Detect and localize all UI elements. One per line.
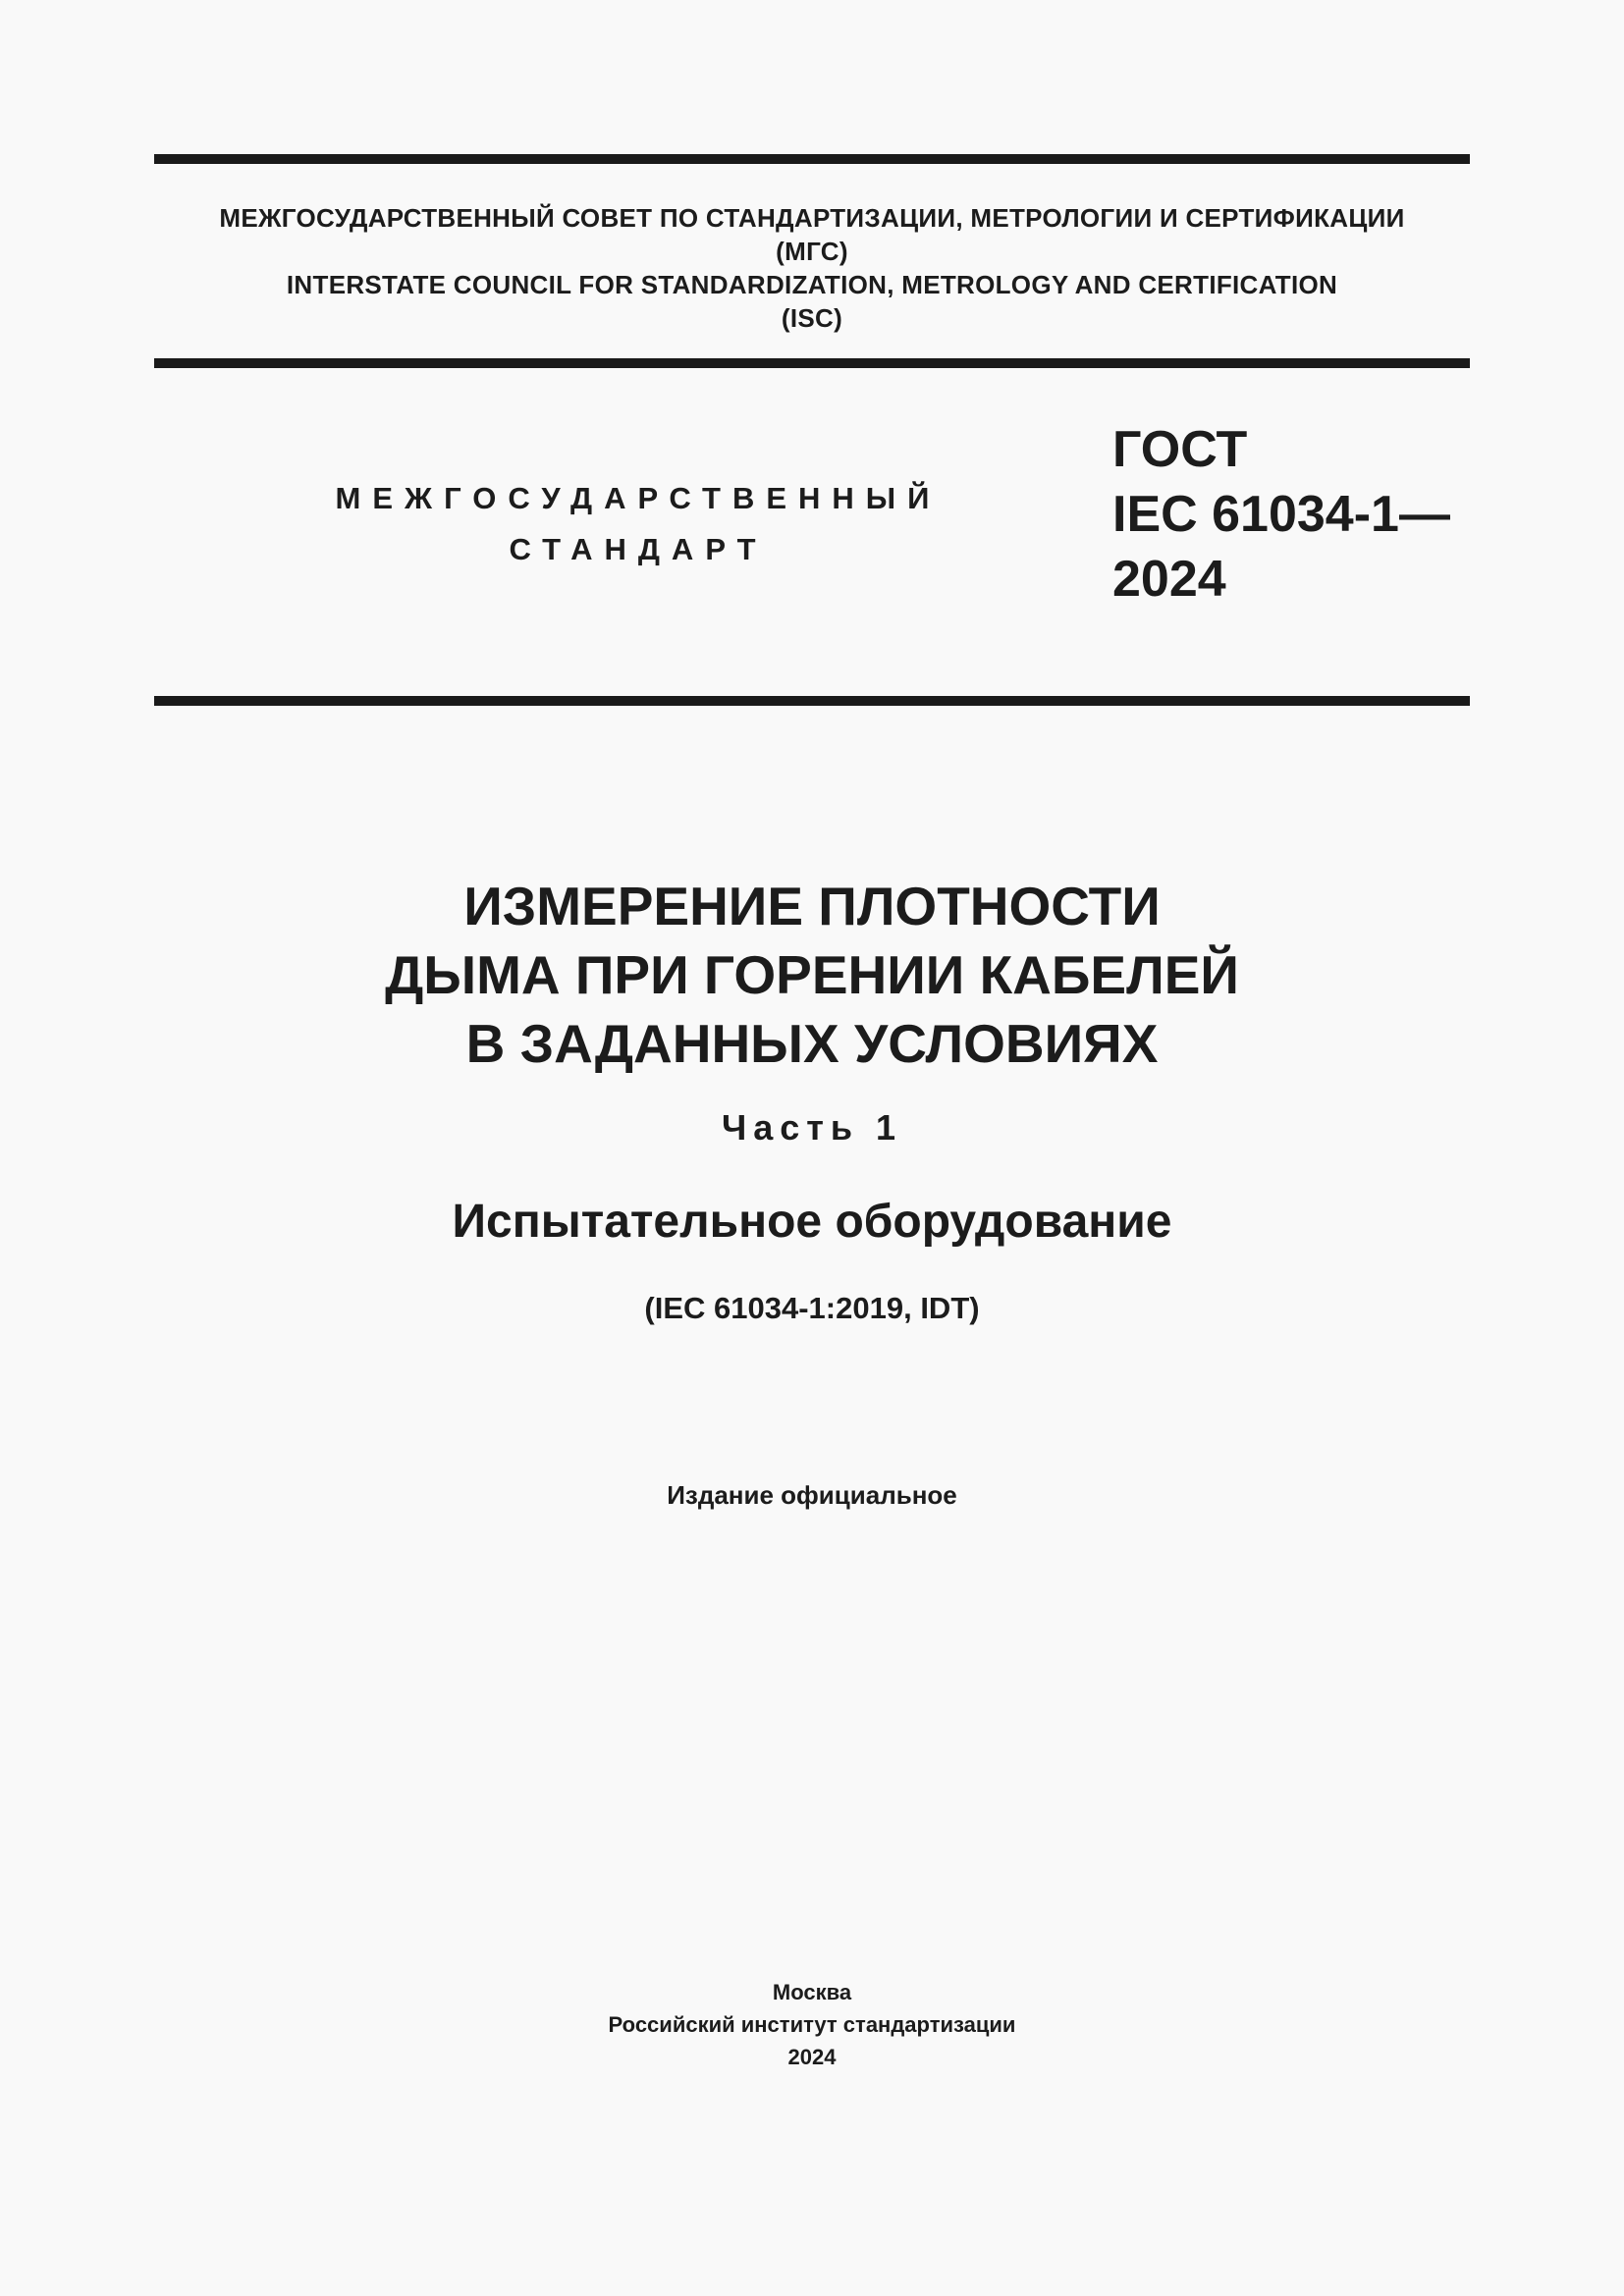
title-line-3: В ЗАДАННЫХ УСЛОВИЯХ (465, 1013, 1159, 1074)
standard-number (1112, 417, 1450, 612)
standard-number-line-1: ГОСТ (1112, 421, 1248, 478)
title-line-2: ДЫМА ПРИ ГОРЕНИИ КАБЕЛЕЙ (385, 944, 1239, 1005)
imprint-city: Москва (772, 1980, 852, 2004)
top-divider (154, 154, 1470, 164)
header-divider (154, 358, 1470, 368)
council-abbr-ru: (МГС) (776, 237, 848, 266)
document-title (154, 872, 1470, 1078)
standard-number-line-2: IEC 61034-1— (1112, 486, 1450, 543)
designation-divider (154, 696, 1470, 706)
edition-note: Издание официальное (667, 1480, 957, 1510)
iec-reference: (IEC 61034-1:2019, IDT) (644, 1291, 980, 1325)
standard-type-line-1: МЕЖГОСУДАРСТВЕННЫЙ (335, 481, 942, 515)
publisher-imprint (154, 1976, 1470, 2073)
council-header (154, 201, 1470, 335)
council-name-en: INTERSTATE COUNCIL FOR STANDARDIZATION, METROLOGY AND CERTIFICATION (286, 270, 1338, 299)
title-line-1: ИЗМЕРЕНИЕ ПЛОТНОСТИ (463, 876, 1161, 936)
standard-type (295, 473, 982, 575)
standard-number-line-3: 2024 (1112, 551, 1226, 608)
imprint-year: 2024 (787, 2045, 837, 2069)
document-subtitle: Испытательное оборудование (452, 1196, 1172, 1248)
imprint-publisher: Российский институт стандартизации (608, 2012, 1016, 2037)
council-name-ru: МЕЖГОСУДАРСТВЕННЫЙ СОВЕТ ПО СТАНДАРТИЗАЦИИ, МЕТРОЛОГИИ И СЕРТИФИКАЦИИ (219, 203, 1405, 233)
standard-type-line-2: СТАНДАРТ (509, 532, 768, 566)
council-abbr-en: (ISC) (781, 303, 843, 333)
part-label: Часть 1 (721, 1107, 903, 1148)
